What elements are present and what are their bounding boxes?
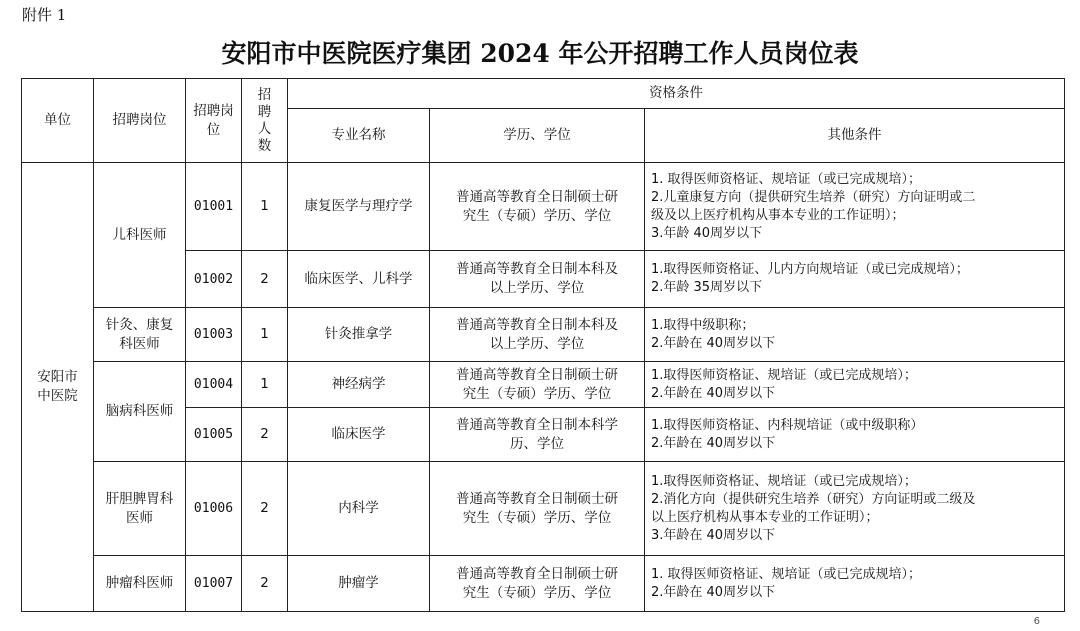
education-cell bbox=[430, 163, 645, 251]
education-line: 普通高等教育全日制硕士研 bbox=[456, 188, 618, 205]
other-line: 2.年龄在 40周岁以下 bbox=[651, 385, 776, 401]
code-cell: 01001 bbox=[186, 163, 242, 251]
education-cell bbox=[430, 462, 645, 556]
education-cell bbox=[430, 556, 645, 612]
other-cell bbox=[645, 462, 1065, 556]
education-line: 历、学位 bbox=[510, 435, 564, 452]
header-count-char: 招 bbox=[257, 86, 272, 103]
code-cell: 01003 bbox=[186, 308, 242, 362]
count-cell: 1 bbox=[242, 362, 288, 408]
other-line: 1.取得医师资格证、内科规培证（或中级职称） bbox=[651, 417, 924, 433]
other-line: 1.取得中级职称； bbox=[651, 317, 755, 333]
education-cell bbox=[430, 308, 645, 362]
post-name: 肝胆脾胃科 bbox=[105, 490, 174, 507]
major-cell: 神经病学 bbox=[288, 362, 430, 408]
header-education: 学历、学位 bbox=[430, 109, 645, 163]
education-line: 究生（专硕）学历、学位 bbox=[462, 207, 612, 224]
header-major: 专业名称 bbox=[288, 109, 430, 163]
other-line: 2.年龄在 40周岁以下 bbox=[651, 435, 776, 451]
other-cell bbox=[645, 556, 1065, 612]
post-name: 肿瘤科医师 bbox=[105, 575, 174, 591]
major-cell: 针灸推拿学 bbox=[288, 308, 430, 362]
other-line: 2.儿童康复方向（提供研究生培养（研究）方向证明或二 bbox=[651, 189, 976, 205]
table-row bbox=[22, 163, 1065, 251]
post-name: 脑病科医师 bbox=[105, 403, 174, 419]
other-line: 1. 取得医师资格证、规培证（或已完成规培）； bbox=[651, 566, 922, 582]
page-number: 6 bbox=[1033, 616, 1040, 627]
header-qualifications: 资格条件 bbox=[288, 79, 1065, 109]
code-cell: 01006 bbox=[186, 462, 242, 556]
table-row bbox=[22, 462, 1065, 556]
other-cell bbox=[645, 362, 1065, 408]
unit-name-line: 安阳市 bbox=[37, 369, 78, 385]
other-cell bbox=[645, 251, 1065, 308]
major-cell: 临床医学 bbox=[288, 408, 430, 462]
table-row bbox=[22, 362, 1065, 408]
education-line: 普通高等教育全日制硕士研 bbox=[456, 366, 618, 383]
code-cell: 01007 bbox=[186, 556, 242, 612]
count-cell: 2 bbox=[242, 408, 288, 462]
other-cell bbox=[645, 163, 1065, 251]
header-count bbox=[242, 79, 288, 163]
post-cell bbox=[94, 362, 186, 462]
major-cell: 临床医学、儿科学 bbox=[288, 251, 430, 308]
education-line: 究生（专硕）学历、学位 bbox=[462, 509, 612, 526]
header-code bbox=[186, 79, 242, 163]
education-cell bbox=[430, 408, 645, 462]
education-line: 普通高等教育全日制本科及 bbox=[456, 261, 618, 277]
header-other: 其他条件 bbox=[645, 109, 1065, 163]
education-cell bbox=[430, 362, 645, 408]
education-line: 普通高等教育全日制本科学 bbox=[456, 416, 618, 433]
other-line: 3.年龄 40周岁以下 bbox=[651, 225, 763, 241]
count-cell: 2 bbox=[242, 462, 288, 556]
other-line: 1.取得医师资格证、儿内方向规培证（或已完成规培）； bbox=[651, 262, 969, 277]
other-line: 1.取得医师资格证、规培证（或已完成规培）； bbox=[651, 367, 917, 383]
other-cell bbox=[645, 308, 1065, 362]
header-count-char: 人 bbox=[257, 120, 272, 137]
header-post: 招聘岗位 bbox=[94, 79, 186, 163]
other-line: 1.取得医师资格证、规培证（或已完成规培）； bbox=[651, 473, 917, 489]
table-row bbox=[22, 556, 1065, 612]
count-cell: 1 bbox=[242, 163, 288, 251]
major-cell: 肿瘤学 bbox=[288, 556, 430, 612]
major-cell: 内科学 bbox=[288, 462, 430, 556]
code-cell: 01004 bbox=[186, 362, 242, 408]
unit-name-line: 中医院 bbox=[37, 388, 78, 404]
education-line: 普通高等教育全日制本科及 bbox=[456, 316, 618, 333]
header-unit: 单位 bbox=[22, 79, 94, 163]
post-cell bbox=[94, 163, 186, 308]
page-title: 安阳市中医院医疗集团 2024 年公开招聘工作人员岗位表 bbox=[221, 39, 859, 68]
header-row bbox=[22, 79, 1065, 109]
post-cell bbox=[94, 556, 186, 612]
count-cell: 2 bbox=[242, 556, 288, 612]
education-line: 普通高等教育全日制硕士研 bbox=[456, 565, 618, 582]
other-line: 2.年龄 35周岁以下 bbox=[651, 280, 763, 295]
header-count-char: 聘 bbox=[257, 103, 272, 120]
education-line: 以上学历、学位 bbox=[489, 280, 585, 296]
education-line: 以上学历、学位 bbox=[489, 335, 585, 352]
other-line: 2.年龄在 40周岁以下 bbox=[651, 335, 776, 351]
header-count-char: 数 bbox=[257, 137, 272, 154]
post-cell bbox=[94, 308, 186, 362]
other-cell bbox=[645, 408, 1065, 462]
other-line: 2.消化方向（提供研究生培养（研究）方向证明或二级及 bbox=[651, 491, 976, 507]
code-cell: 01002 bbox=[186, 251, 242, 308]
post-name: 儿科医师 bbox=[112, 226, 167, 243]
count-cell: 2 bbox=[242, 251, 288, 308]
education-cell bbox=[430, 251, 645, 308]
other-line: 2.年龄在 40周岁以下 bbox=[651, 584, 776, 600]
education-line: 究生（专硕）学历、学位 bbox=[462, 584, 612, 601]
other-line: 级及以上医疗机构从事本专业的工作证明）； bbox=[651, 207, 905, 223]
education-line: 普通高等教育全日制硕士研 bbox=[456, 490, 618, 507]
unit-cell bbox=[22, 163, 94, 612]
post-name: 针灸、康复 bbox=[105, 316, 174, 333]
positions-table bbox=[21, 78, 1065, 612]
post-cell bbox=[94, 462, 186, 556]
post-name: 科医师 bbox=[119, 335, 160, 352]
education-line: 究生（专硕）学历、学位 bbox=[462, 385, 612, 402]
count-cell: 1 bbox=[242, 308, 288, 362]
table-row bbox=[22, 308, 1065, 362]
major-cell: 康复医学与理疗学 bbox=[288, 163, 430, 251]
post-name: 医师 bbox=[126, 509, 153, 526]
other-line: 1. 取得医师资格证、规培证（或已完成规培）； bbox=[651, 171, 922, 187]
other-line: 以上医疗机构从事本专业的工作证明）； bbox=[651, 509, 879, 525]
other-line: 3.年龄在 40周岁以下 bbox=[651, 527, 776, 543]
attachment-label: 附件 1 bbox=[22, 6, 67, 24]
code-cell: 01005 bbox=[186, 408, 242, 462]
header-code-line: 招聘岗位 bbox=[193, 102, 234, 138]
